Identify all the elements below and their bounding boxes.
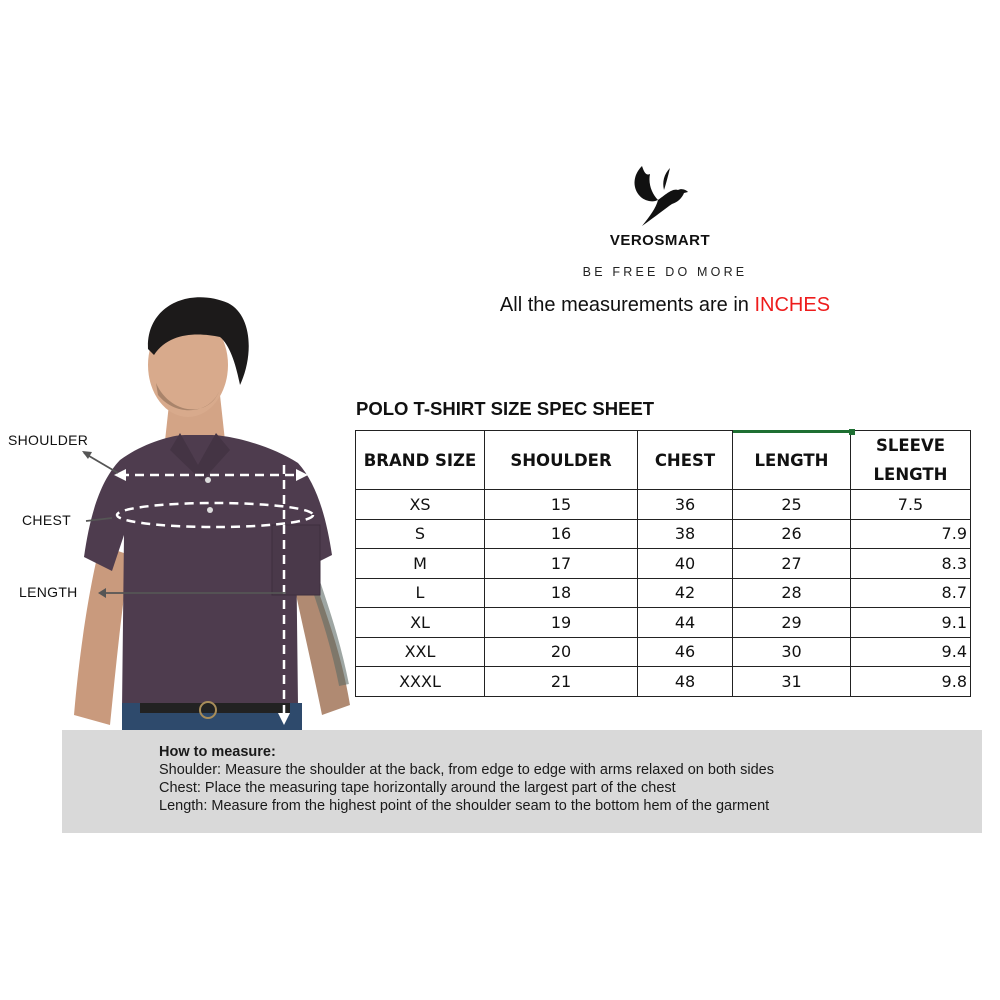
cell-shoulder: 17 bbox=[485, 549, 638, 579]
cell-sleeve: 9.8 bbox=[851, 667, 971, 697]
howto-shoulder: Shoulder: Measure the shoulder at the back, from edge to edge with arms relaxed on both sides bbox=[159, 762, 774, 778]
units-note-prefix: All the measurements are in bbox=[499, 294, 755, 316]
cell-shoulder: 20 bbox=[485, 637, 638, 667]
cell-shoulder: 19 bbox=[485, 608, 638, 638]
cell-size: XS bbox=[356, 490, 485, 520]
cell-size: M bbox=[356, 549, 485, 579]
howto-length: Length: Measure from the highest point of the shoulder seam to the bottom hem of the garment bbox=[159, 798, 770, 814]
cell-selection-handle bbox=[849, 429, 855, 435]
table-row bbox=[356, 578, 971, 608]
brand-tagline: BE FREE DO MORE bbox=[582, 265, 748, 279]
cell-length: 27 bbox=[733, 549, 851, 579]
cell-sleeve: 8.7 bbox=[851, 578, 971, 608]
cell-length: 31 bbox=[733, 667, 851, 697]
cell-sleeve: 9.4 bbox=[851, 637, 971, 667]
table-row bbox=[356, 608, 971, 638]
header-chest: CHEST bbox=[638, 431, 733, 490]
cell-size: L bbox=[356, 578, 485, 608]
cell-length: 29 bbox=[733, 608, 851, 638]
header-length: LENGTH bbox=[733, 431, 851, 490]
cell-sleeve: 7.5 bbox=[851, 490, 971, 520]
header-brand-size: BRAND SIZE bbox=[356, 431, 485, 490]
length-label: LENGTH bbox=[19, 584, 78, 600]
cell-length: 25 bbox=[733, 490, 851, 520]
cell-chest: 40 bbox=[638, 549, 733, 579]
cell-chest: 42 bbox=[638, 578, 733, 608]
cell-size: XXXL bbox=[356, 667, 485, 697]
cell-shoulder: 21 bbox=[485, 667, 638, 697]
model-photo bbox=[60, 285, 360, 730]
cell-shoulder: 18 bbox=[485, 578, 638, 608]
howto-chest: Chest: Place the measuring tape horizontally around the largest part of the chest bbox=[159, 780, 676, 796]
cell-chest: 44 bbox=[638, 608, 733, 638]
header-shoulder: SHOULDER bbox=[485, 431, 638, 490]
table-header-row bbox=[356, 431, 971, 490]
cell-length: 28 bbox=[733, 578, 851, 608]
cell-sleeve: 9.1 bbox=[851, 608, 971, 638]
cell-size: XL bbox=[356, 608, 485, 638]
header-sleeve-line2: LENGTH bbox=[873, 465, 948, 484]
cell-chest: 46 bbox=[638, 637, 733, 667]
cell-length: 30 bbox=[733, 637, 851, 667]
table-row bbox=[356, 637, 971, 667]
how-to-measure-panel bbox=[62, 730, 982, 833]
header-sleeve-line1: SLEEVE bbox=[876, 436, 945, 455]
cell-size: XXL bbox=[356, 637, 485, 667]
table-row bbox=[356, 490, 971, 520]
chest-label: CHEST bbox=[22, 512, 71, 528]
cell-chest: 38 bbox=[638, 519, 733, 549]
shoulder-label: SHOULDER bbox=[8, 432, 89, 448]
bird-logo-icon bbox=[628, 164, 690, 228]
cell-length: 26 bbox=[733, 519, 851, 549]
brand-name: VEROSMART bbox=[609, 232, 711, 249]
table-title: POLO T-SHIRT SIZE SPEC SHEET bbox=[356, 398, 655, 419]
table-row bbox=[356, 519, 971, 549]
size-spec-table bbox=[355, 430, 971, 697]
table-row bbox=[356, 549, 971, 579]
units-note-unit: INCHES bbox=[754, 294, 831, 316]
header-sleeve-length bbox=[851, 431, 971, 490]
cell-sleeve: 7.9 bbox=[851, 519, 971, 549]
cell-selection-border bbox=[733, 430, 852, 433]
table-row bbox=[356, 667, 971, 697]
cell-shoulder: 15 bbox=[485, 490, 638, 520]
cell-size: S bbox=[356, 519, 485, 549]
cell-sleeve: 8.3 bbox=[851, 549, 971, 579]
units-note bbox=[440, 294, 890, 317]
how-to-measure-title: How to measure: bbox=[159, 744, 276, 760]
cell-chest: 48 bbox=[638, 667, 733, 697]
cell-chest: 36 bbox=[638, 490, 733, 520]
cell-shoulder: 16 bbox=[485, 519, 638, 549]
